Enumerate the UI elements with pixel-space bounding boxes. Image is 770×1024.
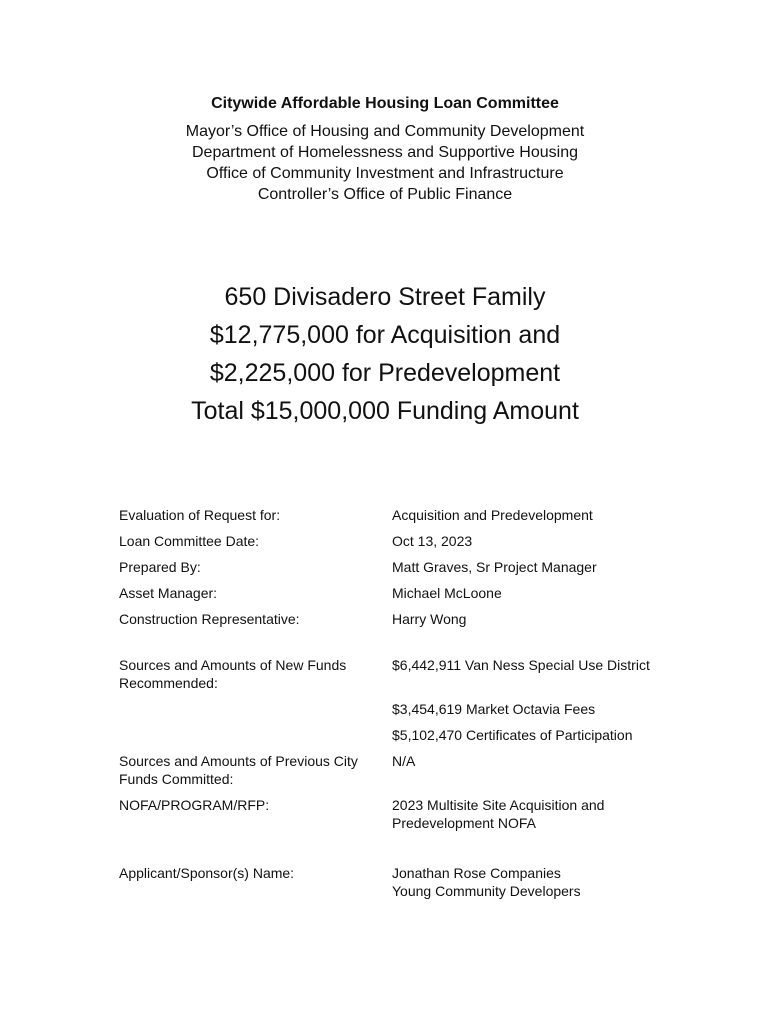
- department-line: Office of Community Investment and Infrastructure: [206, 165, 564, 182]
- applicant-value: [392, 864, 664, 900]
- department-line: Controller’s Office of Public Finance: [257, 186, 513, 203]
- detail-row-loan-date: [119, 532, 664, 550]
- document-header: [0, 93, 770, 205]
- detail-row-nofa: [119, 796, 664, 832]
- total-funding-amount: Total $15,000,000 Funding Amount: [191, 397, 579, 425]
- detail-row-new-funds-3: [119, 726, 664, 744]
- new-funds-value: $5,102,470 Certificates of Participation: [392, 727, 633, 743]
- department-line: Mayor’s Office of Housing and Community Development: [185, 123, 585, 140]
- acquisition-amount: $12,775,000 for Acquisition and: [209, 321, 561, 349]
- asset-manager-label: Asset Manager:: [119, 585, 218, 601]
- prepared-by-label: Prepared By:: [119, 559, 201, 575]
- construction-rep-value: Harry Wong: [392, 611, 467, 627]
- loan-date-label: Loan Committee Date:: [119, 533, 260, 549]
- committee-title: Citywide Affordable Housing Loan Committee: [211, 95, 559, 112]
- evaluation-details: [119, 506, 664, 900]
- applicant-name: Young Community Developers: [392, 883, 581, 899]
- detail-row-new-funds: [119, 656, 664, 692]
- new-funds-value: $3,454,619 Market Octavia Fees: [392, 701, 596, 717]
- evaluation-value: Acquisition and Predevelopment: [392, 507, 593, 523]
- asset-manager-value: Michael McLoone: [392, 585, 502, 601]
- new-funds-label: Sources and Amounts of New Funds Recommended:: [119, 657, 347, 691]
- detail-row-applicant: [119, 864, 664, 900]
- evaluation-label: Evaluation of Request for:: [119, 507, 281, 523]
- detail-row-new-funds-2: [119, 700, 664, 718]
- applicant-name: Jonathan Rose Companies: [392, 865, 561, 881]
- detail-row-asset-manager: [119, 584, 664, 602]
- detail-row-previous-funds: [119, 752, 664, 788]
- new-funds-value: $6,442,911 Van Ness Special Use District: [392, 657, 650, 673]
- detail-row-evaluation: [119, 506, 664, 524]
- nofa-value: 2023 Multisite Site Acquisition and Predevelopment NOFA: [392, 797, 605, 831]
- predevelopment-amount: $2,225,000 for Predevelopment: [209, 359, 561, 387]
- project-name: 650 Divisadero Street Family: [224, 283, 546, 311]
- prepared-by-value: Matt Graves, Sr Project Manager: [392, 559, 597, 575]
- project-summary: [0, 278, 770, 430]
- nofa-label: NOFA/PROGRAM/RFP:: [119, 797, 270, 813]
- applicant-label: Applicant/Sponsor(s) Name:: [119, 865, 295, 881]
- detail-row-prepared-by: [119, 558, 664, 576]
- previous-funds-value: N/A: [392, 753, 416, 769]
- construction-rep-label: Construction Representative:: [119, 611, 300, 627]
- detail-row-construction-rep: [119, 610, 664, 628]
- loan-date-value: Oct 13, 2023: [392, 533, 473, 549]
- previous-funds-label: Sources and Amounts of Previous City Funds Committed:: [119, 753, 358, 787]
- department-line: Department of Homelessness and Supportive Housing: [192, 144, 578, 161]
